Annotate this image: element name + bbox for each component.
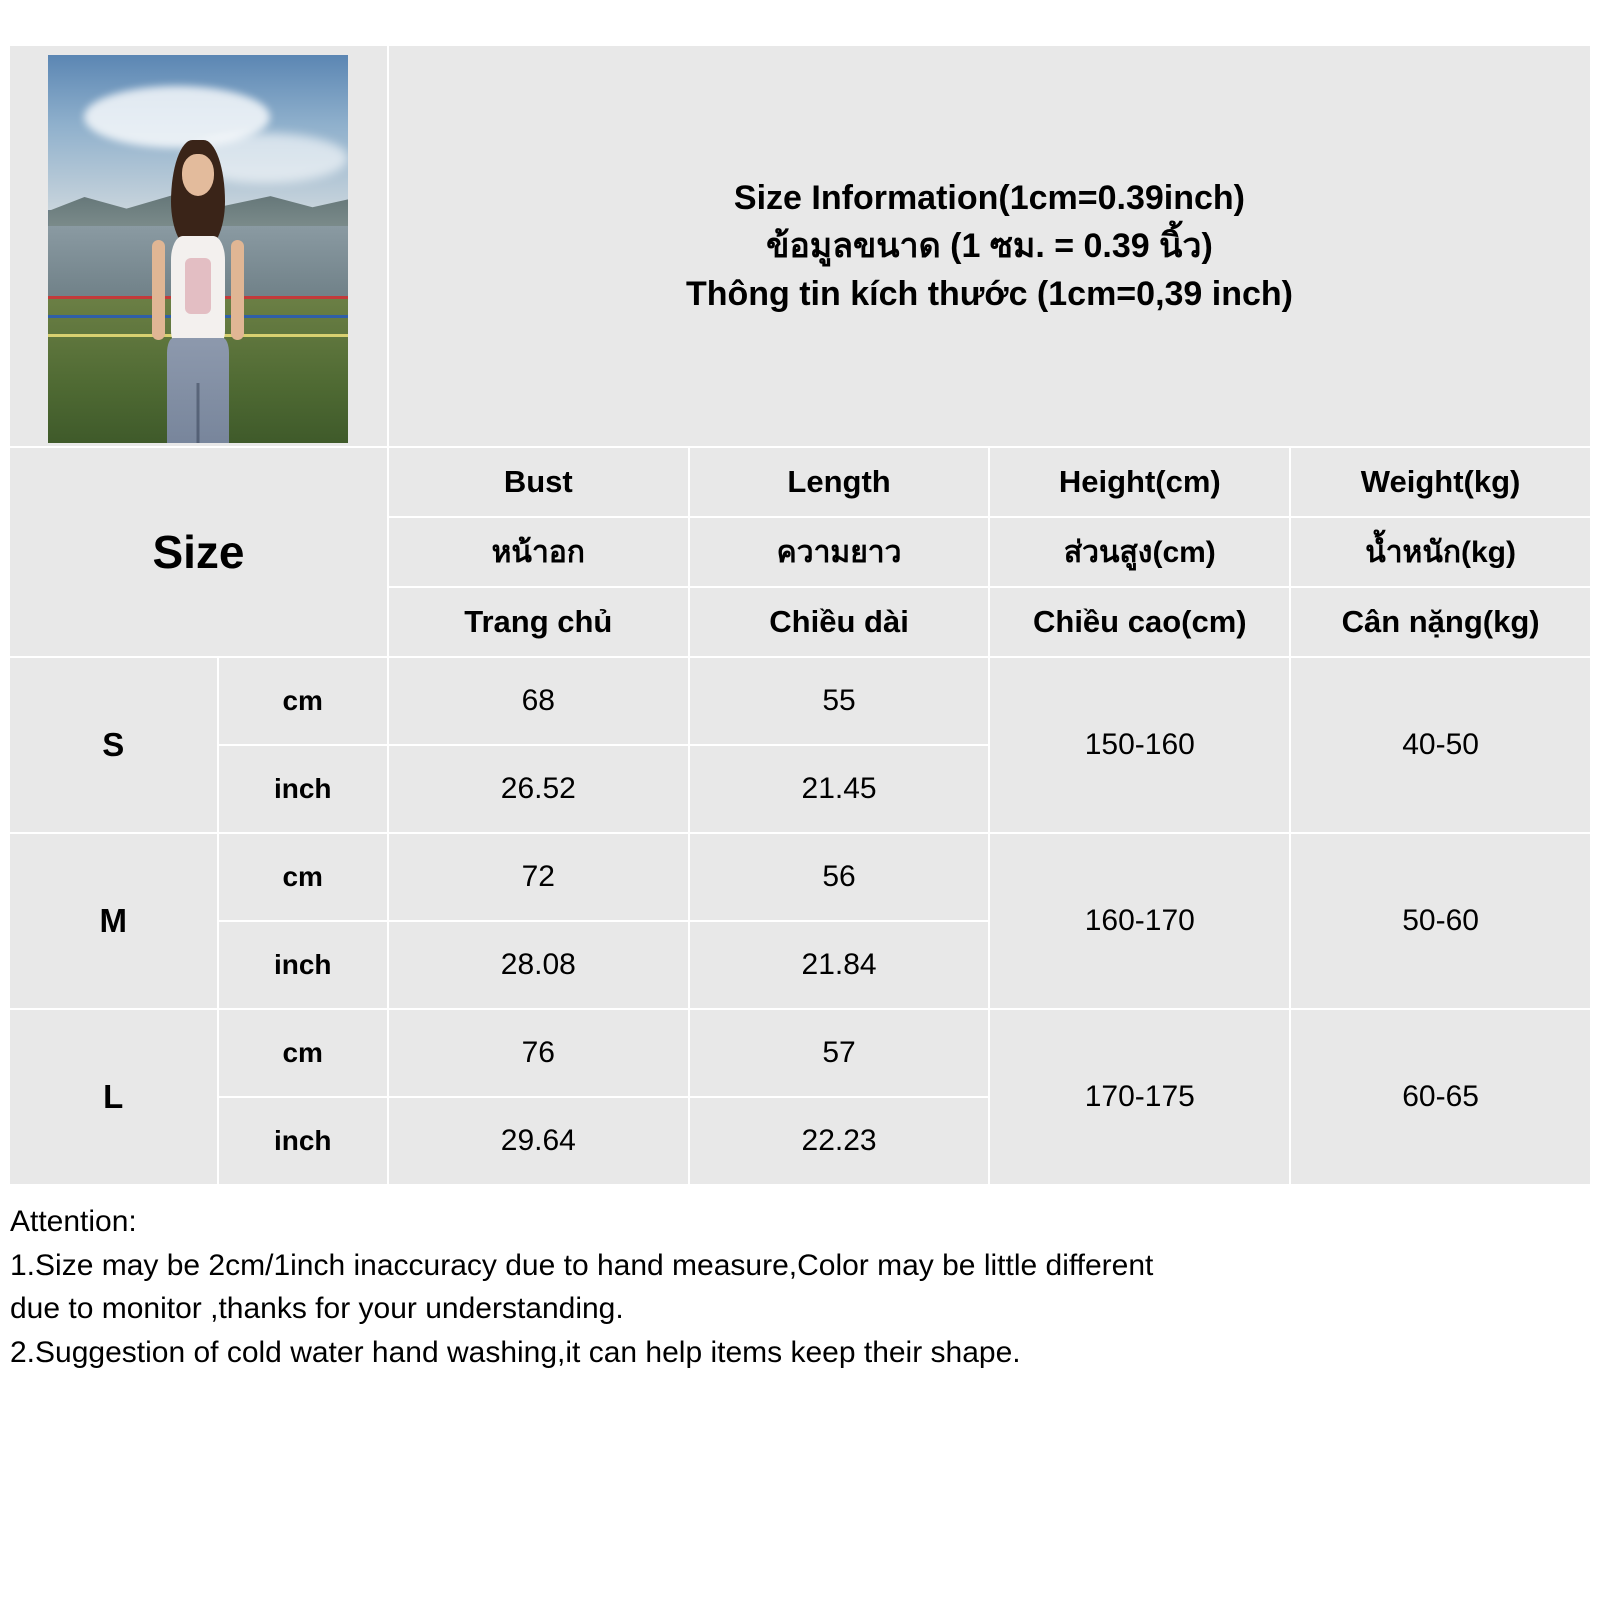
table-row [9, 833, 1591, 921]
header-length-en: Length [689, 447, 990, 517]
bust-cm-m: 72 [388, 833, 689, 921]
length-cm-m: 56 [689, 833, 990, 921]
weight-l: 60-65 [1290, 1009, 1591, 1185]
height-l: 170-175 [989, 1009, 1290, 1185]
size-header-cell: Size [9, 447, 388, 657]
header-weight-en: Weight(kg) [1290, 447, 1591, 517]
unit-cell-cm: cm [218, 1009, 388, 1097]
attention-line-3: 2.Suggestion of cold water hand washing,it can help items keep their shape. [10, 1335, 1021, 1369]
unit-cell-cm: cm [218, 657, 388, 745]
attention-heading: Attention: [10, 1205, 137, 1238]
bust-inch-s: 26.52 [388, 745, 689, 833]
header-height-vi: Chiều cao(cm) [989, 587, 1290, 657]
size-cell-s: S [9, 657, 218, 833]
title-line-th: ข้อมูลขนาด (1 ซม. = 0.39 นิ้ว) [766, 226, 1213, 265]
header-row-en [9, 447, 1591, 517]
header-height-en: Height(cm) [989, 447, 1290, 517]
height-m: 160-170 [989, 833, 1290, 1009]
header-height-th: ส่วนสูง(cm) [989, 517, 1290, 587]
table-row [9, 657, 1591, 745]
title-line-en: Size Information(1cm=0.39inch) [733, 178, 1246, 217]
size-cell-l: L [9, 1009, 218, 1185]
length-inch-m: 21.84 [689, 921, 990, 1009]
unit-cell-inch: inch [218, 745, 388, 833]
unit-cell-cm: cm [218, 833, 388, 921]
bust-inch-m: 28.08 [388, 921, 689, 1009]
bust-cm-s: 68 [388, 657, 689, 745]
header-weight-th: น้ำหนัก(kg) [1290, 517, 1591, 587]
header-bust-en: Bust [388, 447, 689, 517]
header-bust-vi: Trang chủ [388, 587, 689, 657]
header-weight-vi: Cân nặng(kg) [1290, 587, 1591, 657]
table-row [9, 1009, 1591, 1097]
product-photo-cell [9, 45, 388, 447]
length-inch-s: 21.45 [689, 745, 990, 833]
unit-cell-inch: inch [218, 1097, 388, 1185]
unit-cell-inch: inch [218, 921, 388, 1009]
banner-row [9, 45, 1591, 447]
header-length-vi: Chiều dài [689, 587, 990, 657]
length-cm-s: 55 [689, 657, 990, 745]
bust-cm-l: 76 [388, 1009, 689, 1097]
height-s: 150-160 [989, 657, 1290, 833]
title-line-vi: Thông tin kích thước (1cm=0,39 inch) [685, 275, 1293, 314]
model-figure [150, 140, 246, 427]
weight-m: 50-60 [1290, 833, 1591, 1009]
bust-inch-l: 29.64 [388, 1097, 689, 1185]
weight-s: 40-50 [1290, 657, 1591, 833]
header-bust-th: หน้าอก [388, 517, 689, 587]
size-cell-m: M [9, 833, 218, 1009]
length-cm-l: 57 [689, 1009, 990, 1097]
product-photo [48, 55, 348, 443]
header-length-th: ความยาว [689, 517, 990, 587]
title-cell [388, 45, 1591, 447]
size-chart-table [8, 44, 1592, 1186]
title-block [389, 174, 1590, 319]
attention-line-1: 1.Size may be 2cm/1inch inaccuracy due to hand measure,Color may be little different [10, 1248, 1154, 1282]
length-inch-l: 22.23 [689, 1097, 990, 1185]
attention-line-2: due to monitor ,thanks for your understanding. [10, 1292, 624, 1325]
attention-block [10, 1200, 1590, 1374]
